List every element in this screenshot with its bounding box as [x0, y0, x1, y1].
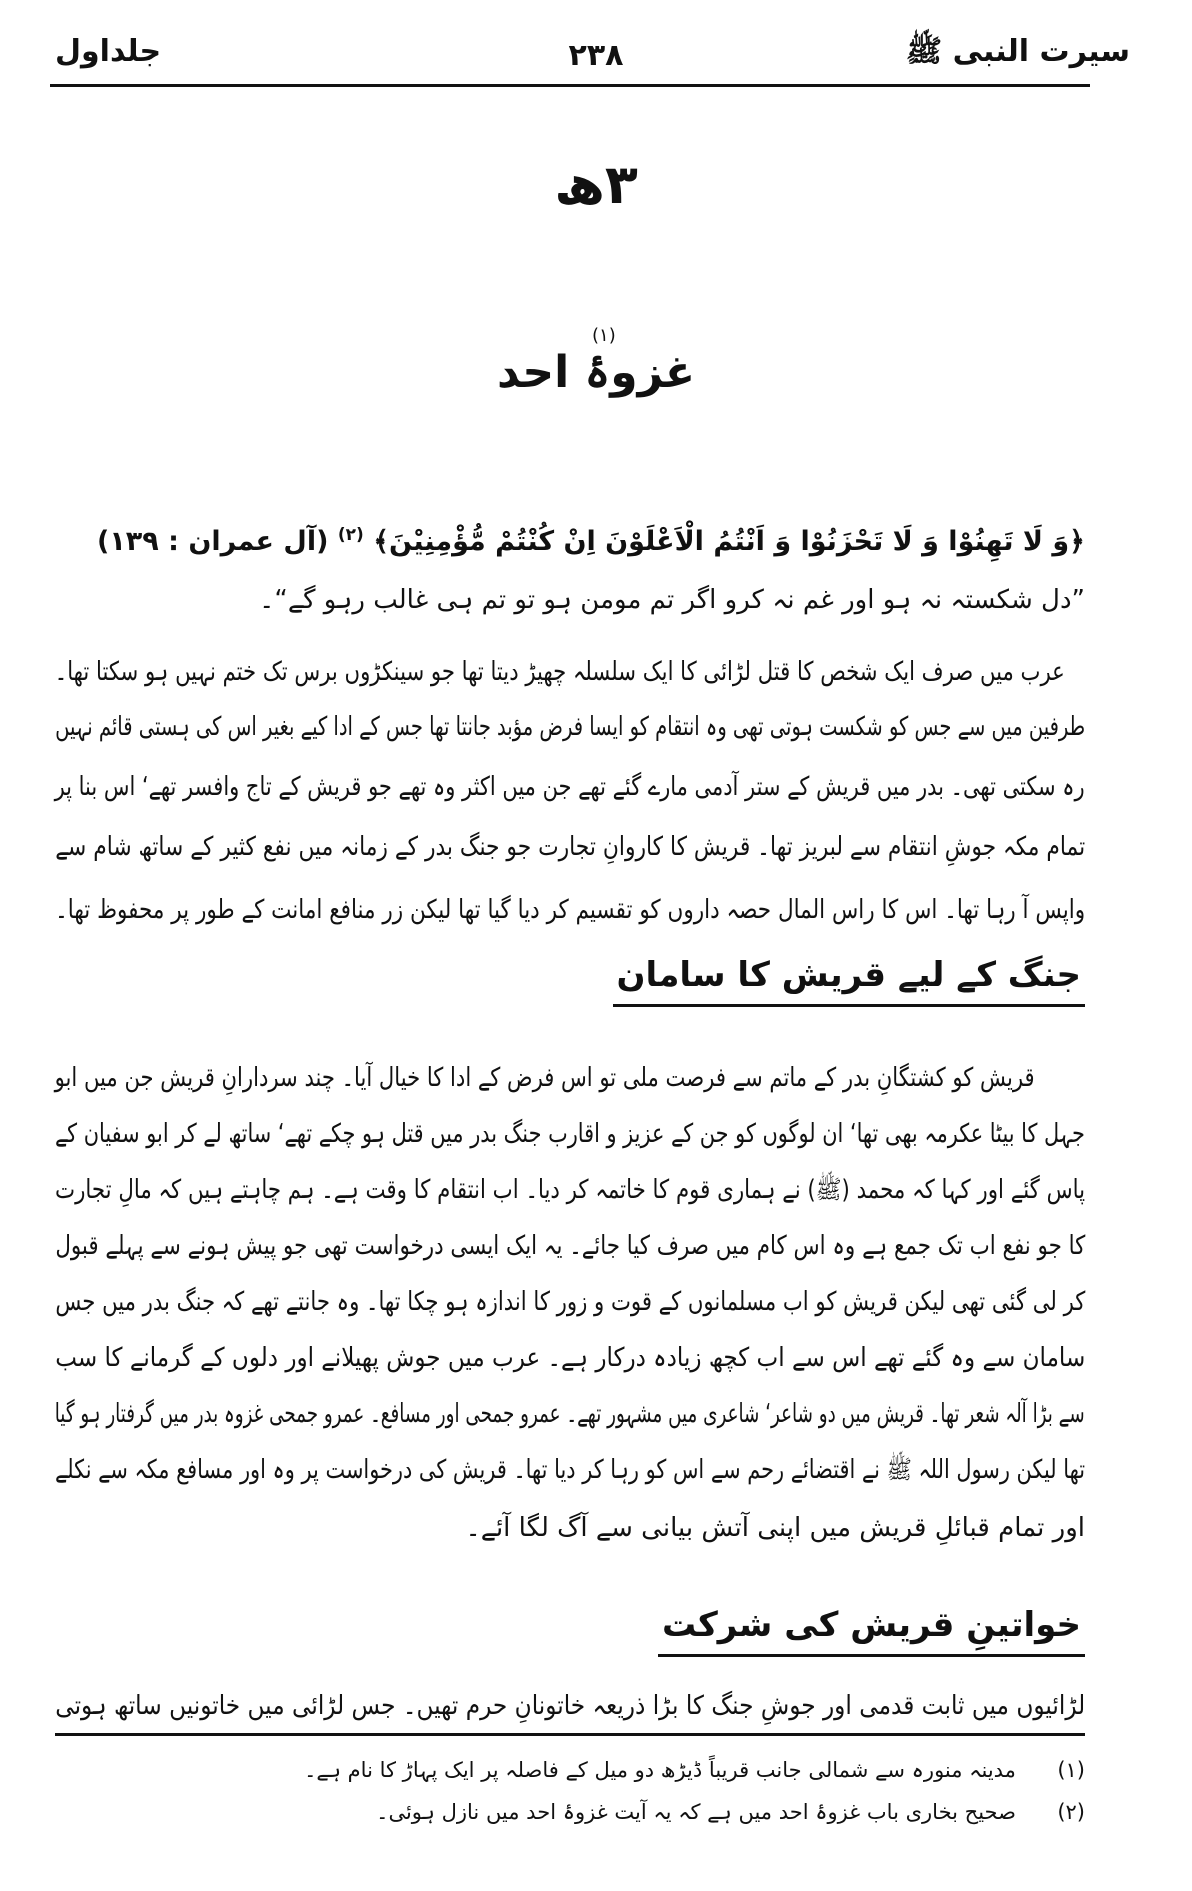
paragraph-line: پاس گئے اور کہا کہ محمد (ﷺ) نے ہماری قوم کا خاتمہ کر دیا۔ اب انتقام کا وقت ہے۔ ہم چاہتے ہیں کہ مالِ تجارت	[55, 1175, 1085, 1205]
paragraph-line: تمام مکہ جوشِ انتقام سے لبریز تھا۔ قریش کا کاروانِ تجارت جو جنگ بدر کے زمانہ میں نفع کثیر کے ساتھ شام سے	[55, 832, 1085, 862]
paragraph-line: جہل کا بیٹا عکرمہ بھی تھا‘ ان لوگوں کو جن کے عزیز و اقارب جنگ بدر میں قتل ہو چکے تھے‘ ساتھ لے کر ابو سفیان کے	[55, 1119, 1085, 1149]
paragraph-line: لڑائیوں میں ثابت قدمی اور جوشِ جنگ کا بڑا ذریعہ خاتونانِ حرم تھیں۔ جس لڑائی میں خاتونیں ساتھ ہوتی	[55, 1691, 1085, 1721]
paragraph-line: سامان سے وہ گئے تھے اس سے اب کچھ زیادہ درکار ہے۔ عرب میں جوش پھیلانے اور دلوں کے گرمانے کا سب	[55, 1343, 1085, 1373]
verse-footnote-mark[interactable]: (۲)	[337, 525, 364, 545]
paragraph-line: عرب میں صرف ایک شخص کا قتل لڑائی کا ایک سلسلہ چھیڑ دیتا تھا جو سینکڑوں برس تک ختم نہیں ہو سکتا تھا۔	[55, 657, 1065, 687]
paragraph-line: سے بڑا آلہ شعر تھا۔ قریش میں دو شاعر‘ شاعری میں مشہور تھے۔ عمرو جمحی اور مسافع۔ عمرو جمحی غزوہ بدر میں گرفتار ہو گیا	[55, 1399, 1085, 1429]
verse-translation: ”دل شکستہ نہ ہو اور غم نہ کرو اگر تم مومن ہو تو تم ہی غالب رہو گے“۔	[259, 585, 1085, 615]
paragraph-line: قریش کو کشتگانِ بدر کے ماتم سے فرصت ملی تو اس فرض کے ادا کا خیال آیا۔ چند سردارانِ قریش جن میں ابو	[55, 1063, 1035, 1093]
paragraph-line: واپس آ رہا تھا۔ اس کا راس المال حصہ داروں کو تقسیم کر دیا گیا تھا لیکن زر منافع امانت کے طور پر محفوظ تھا۔	[55, 895, 1085, 925]
paragraph-line: رہ سکتی تھی۔ بدر میں قریش کے ستر آدمی مارے گئے تھے جن میں اکثر وہ تھے جو قریش کے تاج وافسر تھے‘ اس بنا پر	[55, 772, 1085, 802]
verse-block	[97, 512, 1085, 565]
section-heading-women: خواتینِ قریش کی شرکت	[658, 1600, 1085, 1657]
footnote-2	[376, 1796, 1085, 1828]
year-heading: ۳ھ	[554, 153, 638, 216]
verse-arabic: ﴿وَ لَا تَهِنُوْا وَ لَا تَحْزَنُوْا وَ اَنْتُمُ الْاَعْلَوْنَ اِنْ كُنْتُمْ مُّؤْمِنِيْنَ﴾	[373, 526, 1085, 557]
footnote-rule	[55, 1733, 1085, 1736]
book-title: سیرت النبی ﷺ	[905, 34, 1130, 69]
page-number: ۲۳۸	[568, 38, 624, 73]
footnote-1	[304, 1754, 1085, 1786]
footnote-mark: (۱)	[1057, 1758, 1085, 1782]
chapter-title: غزوۂ احد	[496, 347, 696, 398]
paragraph-line: طرفین میں سے جس کو شکست ہوتی تھی وہ انتقام کو ایسا فرض مؤبد جانتا تھا جس کے ادا کیے بغیر اس کی ہستی قائم نہیں	[55, 712, 1085, 742]
paragraph-line: کا جو نفع اب تک جمع ہے وہ اس کام میں صرف کیا جائے۔ یہ ایک ایسی درخواست تھی جو پیش ہونے سے پہلے قبول	[55, 1231, 1085, 1261]
volume-label: جلداول	[55, 34, 162, 69]
paragraph-line: تھا لیکن رسول اللہ ﷺ نے اقتضائے رحم سے اس کو رہا کر دیا تھا۔ قریش کی درخواست پر وہ اور مسافع مکہ سے نکلے	[55, 1455, 1085, 1485]
chapter-footnote-mark[interactable]: (۱)	[592, 325, 616, 346]
paragraph-line: کر لی گئی تھی لیکن قریش کو اب مسلمانوں کے قوت و زور کا اندازہ ہو چکا تھا۔ وہ جانتے تھے کہ جنگ بدر میں جس	[55, 1287, 1085, 1317]
section-heading-preparations: جنگ کے لیے قریش کا سامان	[613, 950, 1085, 1007]
footnote-text: مدینہ منورہ سے شمالی جانب قریباً ڈیڑھ دو میل کے فاصلہ پر ایک پہاڑ کا نام ہے۔	[304, 1758, 1016, 1782]
paragraph-line: اور تمام قبائلِ قریش میں اپنی آتش بیانی سے آگ لگا آئے۔	[465, 1513, 1085, 1543]
header-rule	[50, 84, 1090, 87]
footnote-mark: (۲)	[1057, 1800, 1085, 1824]
verse-reference: (آل عمران : ۱۳۹)	[96, 526, 329, 557]
footnote-text: صحیح بخاری باب غزوۂ احد میں ہے کہ یہ آیت غزوۂ احد میں نازل ہوئی۔	[376, 1800, 1016, 1824]
chapter-title-wrap	[0, 338, 1192, 408]
